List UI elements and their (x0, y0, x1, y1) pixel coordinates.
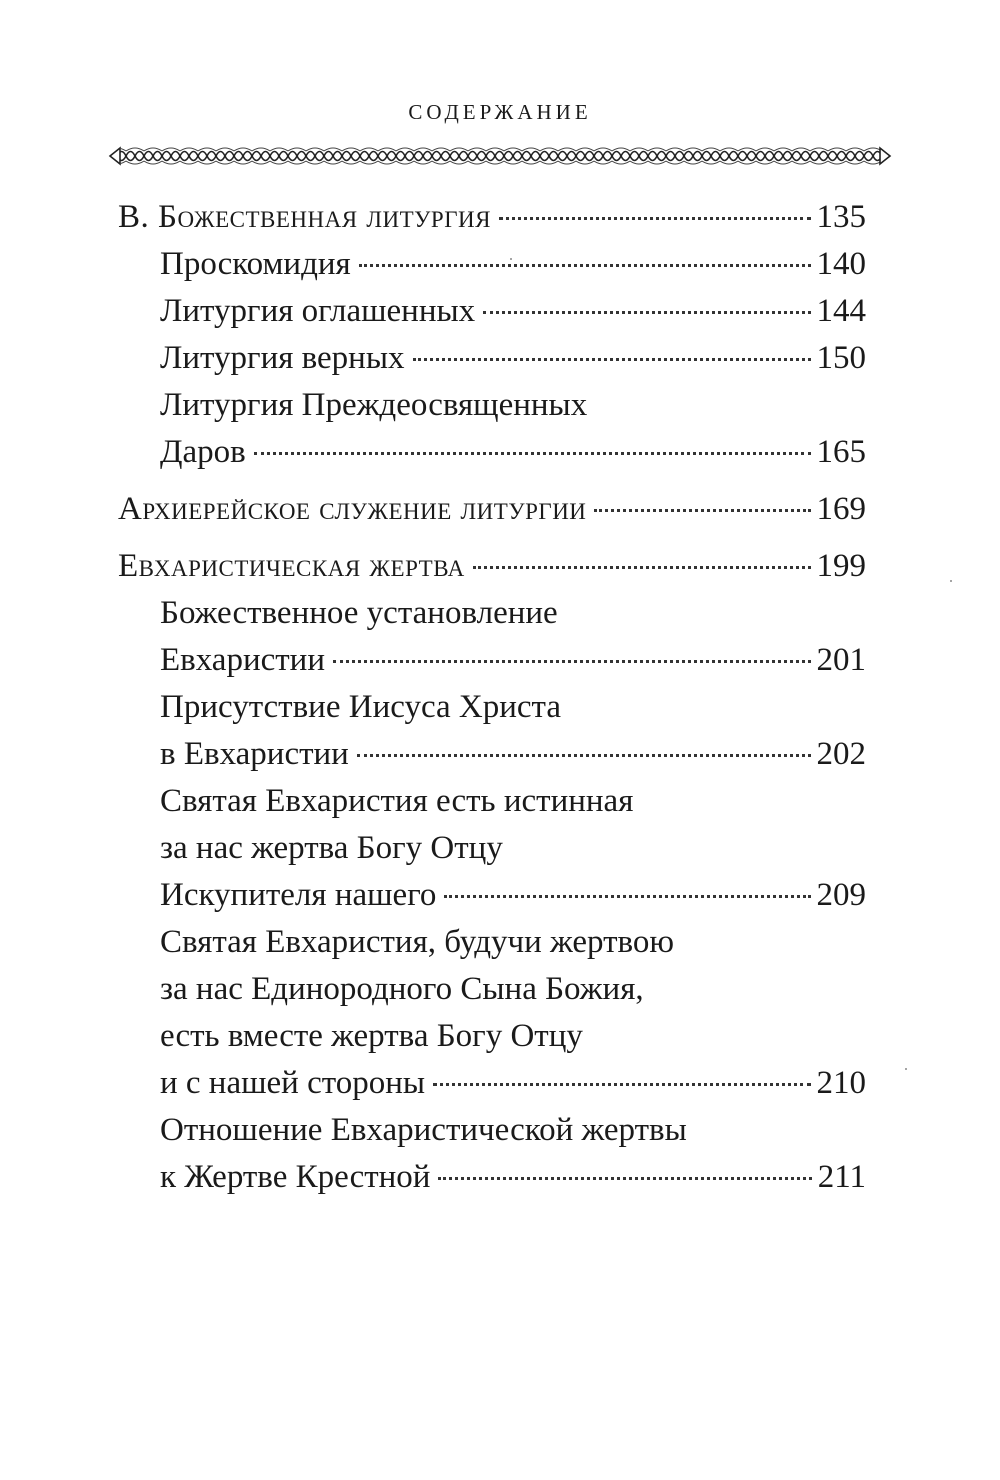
toc-entry-faithful[interactable] (118, 335, 866, 382)
dot-leader (444, 895, 810, 898)
toc-entry-title: Проскомидия (160, 246, 351, 282)
toc-entry-institution[interactable] (118, 590, 866, 684)
toc-entry-title-line: Святая Евхаристия есть истинная (160, 783, 634, 819)
toc-page-number: 135 (816, 199, 866, 235)
toc-entry-our-side[interactable] (118, 919, 866, 1107)
toc-entry-title: Литургия верных (160, 340, 405, 376)
toc-page-number: 202 (816, 736, 866, 772)
dot-leader (413, 358, 811, 361)
toc-entry-title-line: есть вместе жертва Богу Отцу (160, 1018, 583, 1054)
toc-entry-title-line: Божественное установление (160, 595, 558, 631)
toc-entry-title: в Евхаристии (160, 736, 349, 772)
toc-page-number: 210 (816, 1065, 866, 1101)
dot-leader (359, 264, 811, 267)
toc-entry-catechumens[interactable] (118, 288, 866, 335)
toc-entry-title-line: за нас Единородного Сына Божия, (160, 971, 644, 1007)
toc-entry-true-sacrifice[interactable] (118, 778, 866, 919)
toc-entry-hierarchical[interactable] (118, 486, 866, 533)
dot-leader (499, 217, 811, 220)
paper-speck (905, 1068, 907, 1070)
toc-entry-liturgy[interactable] (118, 194, 866, 241)
toc-page-number: 144 (816, 293, 866, 329)
dot-leader (594, 509, 810, 512)
paper-speck (510, 258, 512, 260)
toc-entry-presanctified[interactable] (118, 382, 866, 476)
dot-leader (433, 1083, 810, 1086)
toc-entry-eucharistic-sacrifice[interactable] (118, 543, 866, 590)
running-title: СОДЕРЖАНИЕ (408, 100, 592, 124)
toc-entry-title-line: за нас жертва Богу Отцу (160, 830, 503, 866)
toc-entry-title: В. Божественная литургия (118, 199, 491, 235)
toc-entry-title: Даров (160, 434, 246, 470)
toc-entry-title-line: Святая Евхаристия, будучи жертвою (160, 924, 675, 960)
toc-entry-title: и с нашей стороны (160, 1065, 426, 1101)
table-of-contents (118, 194, 866, 1201)
braided-ornament-icon (108, 143, 892, 169)
toc-entry-title-line: Литургия Преждеосвященных (160, 387, 588, 423)
toc-entry-title: Литургия оглашенных (160, 293, 476, 329)
toc-entry-title-line: Отношение Евхаристической жертвы (160, 1112, 687, 1148)
toc-entry-title-line: Присутствие Иисуса Христа (160, 689, 561, 725)
dot-leader (254, 452, 811, 455)
toc-page-number: 165 (816, 434, 866, 470)
toc-page-number: 201 (816, 642, 866, 678)
toc-page-number: 199 (816, 548, 866, 584)
toc-page-number: 169 (816, 491, 866, 527)
toc-page-number: 140 (816, 246, 866, 282)
toc-entry-title: Искупителя нашего (160, 877, 437, 913)
toc-page-number: 209 (816, 877, 866, 913)
toc-entry-proskomedia[interactable] (118, 241, 866, 288)
toc-page-number: 150 (816, 340, 866, 376)
toc-entry-title: Евхаристическая жертва (118, 548, 465, 584)
toc-entry-title: к Жертве Крестной (160, 1159, 431, 1195)
dot-leader (333, 660, 811, 663)
toc-entry-title: Архиерейское служение литургии (118, 491, 587, 527)
dot-leader (483, 311, 810, 314)
dot-leader (473, 566, 811, 569)
dot-leader (357, 754, 811, 757)
toc-entry-title: Евхаристии (160, 642, 325, 678)
dot-leader (438, 1177, 811, 1180)
toc-entry-cross-sacrifice[interactable] (118, 1107, 866, 1201)
paper-speck (950, 580, 952, 582)
toc-entry-presence[interactable] (118, 684, 866, 778)
toc-page-number: 211 (817, 1159, 866, 1195)
